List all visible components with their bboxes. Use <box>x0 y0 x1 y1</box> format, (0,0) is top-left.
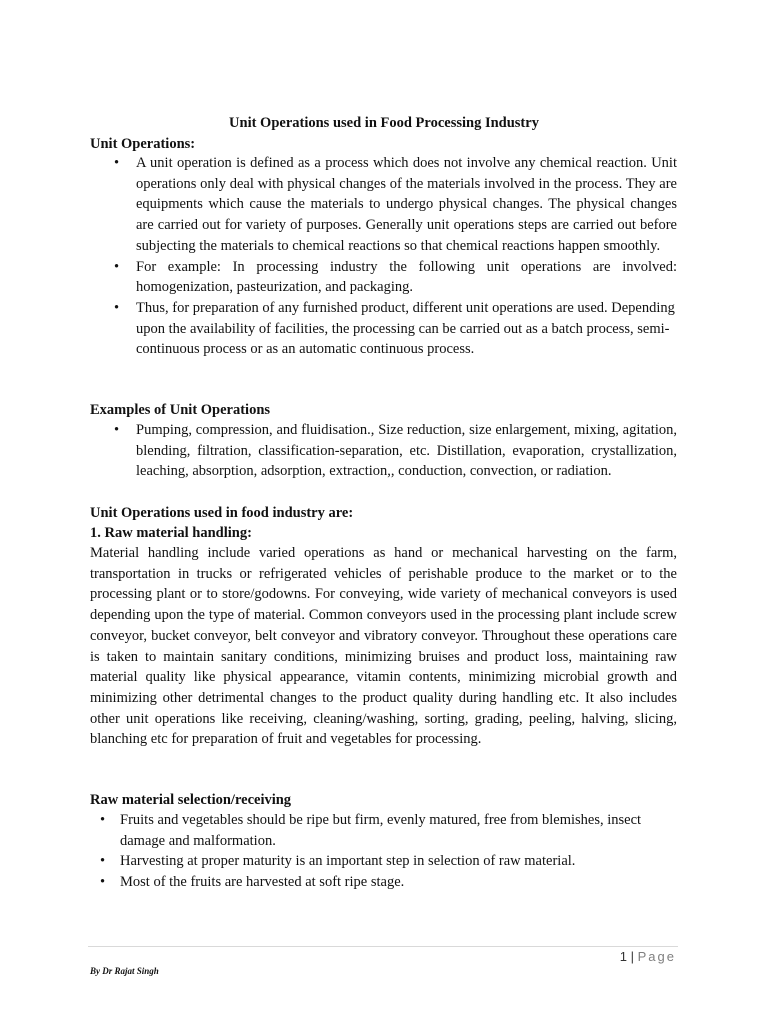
bullet-icon: • <box>100 853 106 870</box>
document-title: Unit Operations used in Food Processing Industry <box>229 115 539 131</box>
list-item-text: Fruits and vegetables should be ripe but firm, evenly matured, free from blemishes, insect damage and malformation. <box>120 812 642 849</box>
unit-operations-list <box>114 153 677 360</box>
examples-list <box>114 420 677 482</box>
raw-material-handling-paragraph: Material handling include varied operations as hand or mechanical harvesting on the farm, transportation in trucks or refrigerated vehicles of perishable produce to the market or to the processing plant or to store/godowns. For conveying, wide variety of mechanical conveyors is used depending upon the type of material. Common conveyors used in the processing plant include screw conveyor, bucket conveyor, belt conveyor and vibratory conveyor. Throughout these operations care is taken to maintain sanitary conditions, minimizing bruises and product loss, maintaining raw material quality like physical appearance, vitamin contents, minimizing microbial growth and minimizing other detrimental changes to the product quality during handling etc. It also includes other unit operations like receiving, cleaning/washing, sorting, grading, peeling, halving, slicing, blanching etc for preparation of fruit and vegetables for processing. <box>90 545 677 748</box>
footer-divider <box>88 946 678 947</box>
list-item <box>114 153 677 257</box>
list-item <box>114 420 677 482</box>
bullet-icon: • <box>114 299 120 316</box>
page-label: Page <box>637 949 676 964</box>
heading-examples: Examples of Unit Operations <box>90 402 271 418</box>
list-item-text: For example: In processing industry the following unit operations are involved: homogenization, pasteurization, and packaging. <box>136 258 677 296</box>
selection-list <box>100 810 663 893</box>
heading-unit-operations: Unit Operations: <box>90 136 196 152</box>
heading-raw-material-selection: Raw material selection/receiving <box>90 792 292 808</box>
bullet-icon: • <box>114 258 120 275</box>
list-item <box>100 872 663 893</box>
list-item <box>114 298 677 360</box>
page-number-separator: | <box>630 949 634 964</box>
heading-food-industry: Unit Operations used in food industry are: <box>90 505 354 521</box>
subheading-raw-material-handling: 1. Raw material handling: <box>90 525 252 541</box>
list-item-text: Harvesting at proper maturity is an important step in selection of raw material. <box>120 853 576 870</box>
list-item <box>114 257 677 298</box>
list-item-text: Most of the fruits are harvested at soft ripe stage. <box>120 874 405 891</box>
list-item <box>100 851 663 872</box>
bullet-icon: • <box>100 874 106 891</box>
list-item <box>100 810 663 851</box>
author-credit: By Dr Rajat Singh <box>90 966 159 976</box>
list-item-text: Thus, for preparation of any furnished product, different unit operations are used. Depending upon the availability of facilities, the processing can be carried out as a batch process, semi-continuous process or as an automatic continuous process. <box>136 299 675 358</box>
bullet-icon: • <box>100 812 106 828</box>
page-number-value: 1 <box>619 949 627 964</box>
bullet-icon: • <box>114 155 120 171</box>
list-item-text: Pumping, compression, and fluidisation., Size reduction, size enlargement, mixing, agitation, blending, filtration, classification-separation, etc. Distillation, evaporation, crystallization, leaching, absorption, adsorption, extraction,, conduction, convection, or radiation. <box>136 422 677 480</box>
bullet-icon: • <box>114 422 120 438</box>
page-number <box>620 949 676 964</box>
list-item-text: A unit operation is defined as a process which does not involve any chemical reaction. Unit operations only deal with physical changes of the materials involved in the process. They are equipments which cause the materials to undergo physical changes. The physical changes are carried out for variety of purposes. Generally unit operations steps are carried out before subjecting the materials to chemical reactions so that chemical reactions happen smoothly. <box>136 155 677 254</box>
